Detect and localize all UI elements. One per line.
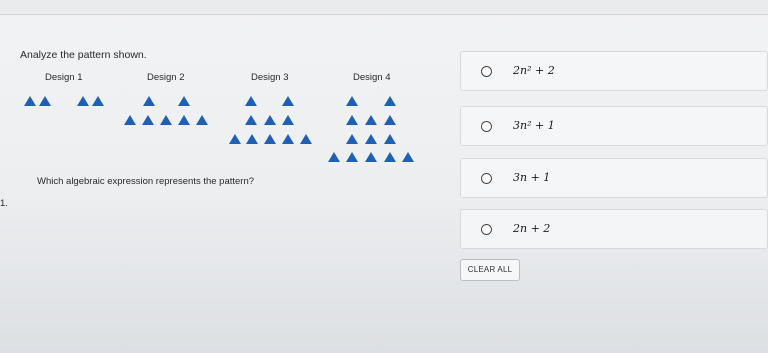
triangle-icon	[282, 96, 294, 106]
choice-b[interactable]	[460, 106, 768, 146]
triangle-icon	[328, 152, 340, 162]
design-2-label: Design 2	[147, 72, 185, 83]
choice-d[interactable]	[460, 209, 768, 249]
triangle-icon	[229, 134, 241, 144]
triangle-icon	[346, 115, 358, 125]
design-4-label: Design 4	[353, 72, 391, 83]
triangle-icon	[346, 134, 358, 144]
triangle-icon	[384, 152, 396, 162]
choice-b-label: 3n² + 1	[513, 119, 555, 132]
question-text: Which algebraic expression represents the pattern?	[37, 176, 255, 187]
top-bar	[0, 0, 768, 15]
triangle-icon	[384, 134, 396, 144]
triangle-icon	[178, 115, 190, 125]
triangle-icon	[282, 115, 294, 125]
triangle-icon	[346, 152, 358, 162]
triangle-icon	[24, 96, 36, 106]
triangle-icon	[264, 134, 276, 144]
triangle-icon	[178, 96, 190, 106]
triangle-icon	[246, 134, 258, 144]
triangle-icon	[245, 115, 257, 125]
design-3-label: Design 3	[251, 72, 289, 83]
triangle-icon	[282, 134, 294, 144]
triangle-icon	[143, 96, 155, 106]
choice-c-label: 3n + 1	[513, 171, 551, 184]
radio-button[interactable]	[481, 173, 492, 184]
triangle-icon	[245, 96, 257, 106]
triangle-icon	[384, 96, 396, 106]
question-number: 1.	[0, 198, 8, 209]
triangle-icon	[92, 96, 104, 106]
clear-all-button[interactable]: CLEAR ALL	[460, 259, 520, 281]
triangle-icon	[142, 115, 154, 125]
triangle-icon	[196, 115, 208, 125]
triangle-icon	[77, 96, 89, 106]
triangle-icon	[346, 96, 358, 106]
radio-button[interactable]	[481, 224, 492, 235]
choice-a[interactable]	[460, 51, 768, 91]
triangle-icon	[124, 115, 136, 125]
triangle-icon	[365, 152, 377, 162]
choice-d-label: 2n + 2	[513, 222, 551, 235]
choice-c[interactable]	[460, 158, 768, 198]
triangle-icon	[264, 115, 276, 125]
design-1-label: Design 1	[45, 72, 83, 83]
prompt-text: Analyze the pattern shown.	[20, 49, 147, 61]
triangle-icon	[365, 115, 377, 125]
triangle-icon	[384, 115, 396, 125]
choice-a-label: 2n² + 2	[513, 64, 555, 77]
triangle-icon	[402, 152, 414, 162]
triangle-icon	[300, 134, 312, 144]
triangle-icon	[160, 115, 172, 125]
triangle-icon	[39, 96, 51, 106]
radio-button[interactable]	[481, 66, 492, 77]
radio-button[interactable]	[481, 121, 492, 132]
triangle-icon	[365, 134, 377, 144]
